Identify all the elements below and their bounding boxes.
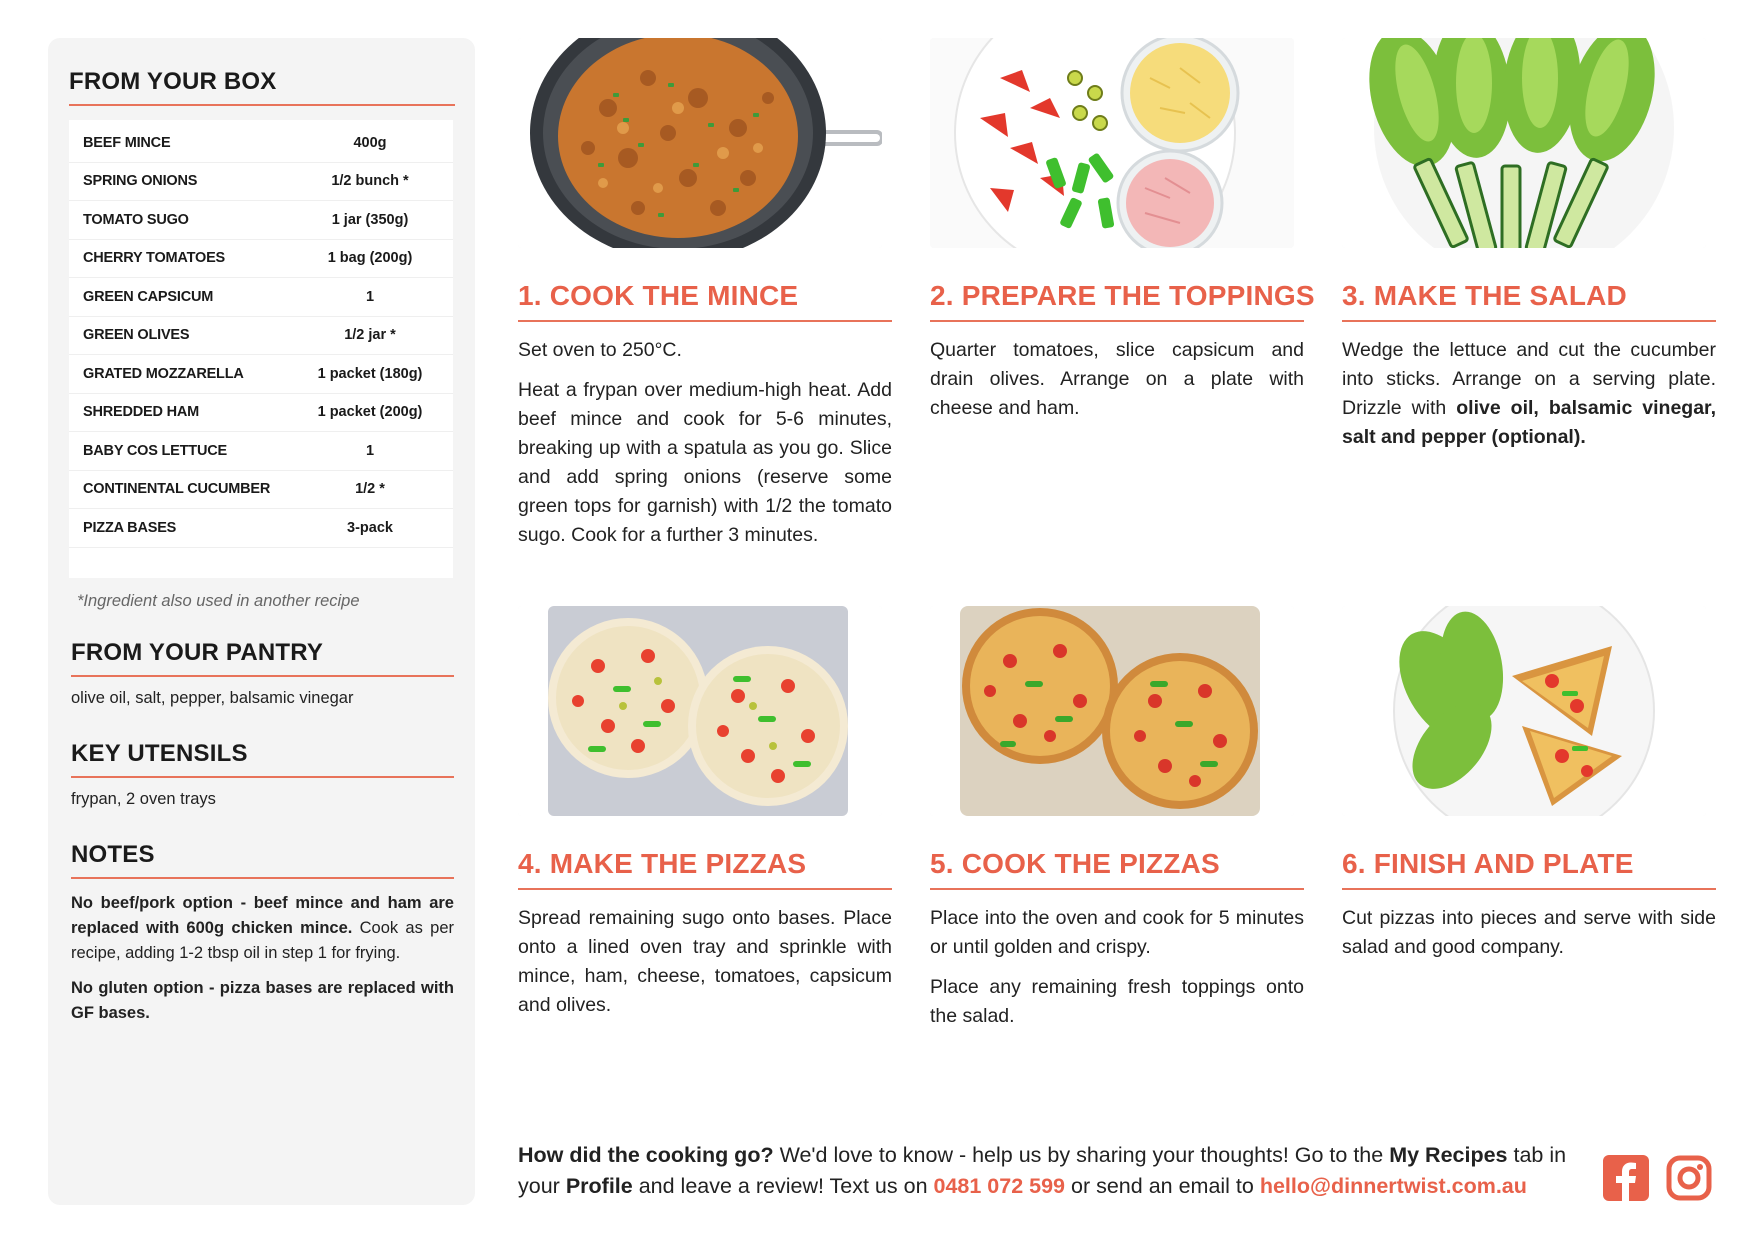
step-2-body: [930, 336, 1304, 423]
ingredient-row: [69, 509, 453, 548]
notes-heading: NOTES: [71, 841, 454, 879]
step-1-text-1: Set oven to 250°C.: [518, 339, 682, 361]
step-3-text-bold: olive oil, balsamic vinegar, salt and pepper (optional).: [1342, 397, 1716, 448]
cooked-pizzas-photo: [930, 606, 1294, 816]
salad-plate-photo: [1342, 38, 1706, 248]
mince-frypan-photo: [518, 38, 882, 248]
ingredient-name: GRATED MOZZARELLA: [83, 365, 244, 382]
my-recipes-label: My Recipes: [1389, 1143, 1508, 1167]
ingredient-name: SHREDDED HAM: [83, 404, 200, 421]
utensils-section: [71, 740, 454, 809]
step-1: [518, 38, 892, 561]
step-2-title: 2. PREPARE THE TOPPINGS: [930, 280, 1304, 322]
feedback-text-4: or send an email to: [1065, 1174, 1260, 1198]
step-4-body: [518, 904, 892, 1020]
plated-pizza-salad-photo: [1342, 606, 1706, 816]
step-1-title: 1. COOK THE MINCE: [518, 280, 892, 322]
feedback-text-3: and leave a review! Text us on: [632, 1174, 934, 1198]
step-3-text-plain: Wedge the lettuce and cut the cucumber into sticks. Arrange on a serving plate. Drizzle with: [1342, 339, 1716, 419]
ingredient-row: [69, 201, 453, 240]
step-3: [1342, 38, 1716, 463]
step-2: [930, 38, 1315, 434]
note-gluten-bold: No gluten option - pizza bases are replaced with GF bases.: [71, 978, 454, 1022]
ingredient-row: [69, 394, 453, 433]
note-beef-pork-rest: Cook as per recipe, adding 1-2 tbsp oil in step 1 for frying.: [71, 918, 454, 962]
key-utensils-heading: KEY UTENSILS: [71, 740, 454, 778]
ingredient-row: [69, 471, 453, 510]
utensils-text: frypan, 2 oven trays: [71, 789, 216, 808]
step-4: [518, 606, 892, 1031]
ingredient-qty: 1/2 bunch *: [331, 173, 409, 190]
ingredient-qty: 3-pack: [347, 519, 393, 536]
ingredient-name: SPRING ONIONS: [83, 173, 198, 190]
ingredient-name: CHERRY TOMATOES: [83, 250, 226, 267]
pantry-section: [71, 639, 454, 708]
ingredient-qty: 1/2 jar *: [344, 327, 396, 344]
note-beef-pork: [71, 891, 454, 966]
step-4-title: 4. MAKE THE PIZZAS: [518, 848, 892, 890]
step-5: [930, 606, 1304, 1042]
ingredients-sidebar: [48, 38, 475, 1205]
step-6-body: [1342, 904, 1716, 962]
ingredient-row: [69, 432, 453, 471]
ingredient-name: BABY COS LETTUCE: [83, 442, 227, 459]
step-3-body: [1342, 336, 1716, 452]
ingredient-row: [69, 355, 453, 394]
ingredient-row: [69, 317, 453, 356]
step-6-title: 6. FINISH AND PLATE: [1342, 848, 1716, 890]
ingredient-qty: 1/2 *: [355, 481, 385, 498]
phone-link[interactable]: 0481 072 599: [933, 1174, 1066, 1198]
ingredient-name: PIZZA BASES: [83, 519, 177, 536]
note-gluten: [71, 976, 454, 1026]
step-4-text-1: Spread remaining sugo onto bases. Place onto a lined oven tray and sprinkle with mince, ham, cheese, tomatoes, capsicum and olives.: [518, 907, 892, 1016]
ingredient-name: TOMATO SUGO: [83, 211, 189, 228]
step-3-title: 3. MAKE THE SALAD: [1342, 280, 1716, 322]
step-5-text-1: Place into the oven and cook for 5 minutes or until golden and crispy.: [930, 907, 1304, 958]
ingredient-qty: 1: [365, 442, 375, 459]
step-3-text-1: [1342, 336, 1716, 452]
ingredient-qty: 1 packet (200g): [317, 404, 423, 421]
step-1-body: [518, 336, 892, 550]
notes-section: [71, 841, 454, 1026]
ingredient-qty: 400g: [353, 134, 387, 151]
ingredient-name: BEEF MINCE: [83, 134, 171, 151]
note-beef-pork-bold: No beef/pork option - beef mince and ham are replaced with 600g chicken mince.: [71, 893, 454, 937]
ingredient-qty: 1 jar (350g): [331, 211, 409, 228]
step-6: [1342, 606, 1716, 973]
step-5-title: 5. COOK THE PIZZAS: [930, 848, 1304, 890]
feedback-text-1: We'd love to know - help us by sharing your thoughts! Go to the: [773, 1143, 1390, 1167]
feedback-question: How did the cooking go?: [518, 1143, 774, 1167]
from-your-box-heading: FROM YOUR BOX: [69, 68, 455, 106]
from-your-pantry-heading: FROM YOUR PANTRY: [71, 639, 454, 677]
profile-label: Profile: [565, 1174, 633, 1198]
pantry-text: olive oil, salt, pepper, balsamic vinegar: [71, 688, 354, 707]
ingredient-name: GREEN CAPSICUM: [83, 288, 214, 305]
ingredient-qty: 1 bag (200g): [327, 250, 413, 267]
email-link[interactable]: hello@dinnertwist.com.au: [1259, 1174, 1527, 1198]
step-5-text-2: Place any remaining fresh toppings onto the salad.: [930, 976, 1304, 1027]
facebook-icon[interactable]: [1603, 1155, 1649, 1201]
ingredient-row: [69, 240, 453, 279]
ingredient-row: [69, 278, 453, 317]
ingredient-row: [69, 124, 453, 163]
ingredient-row: [69, 163, 453, 202]
ingredient-footnote: *Ingredient also used in another recipe: [77, 591, 360, 610]
step-1-text-2: Heat a frypan over medium-high heat. Add beef mince and cook for 5-6 minutes, breaking up with a spatula as you go. Slice and add spring onions (reserve some green tops for garnish) with 1/2 the tomato sugo. Cook for a further 3 minutes.: [518, 379, 892, 546]
pizzas-tray-photo: [518, 606, 882, 816]
toppings-plate-photo: [930, 38, 1294, 248]
feedback-footer: [518, 1140, 1578, 1202]
feedback-text-2: tab in your: [518, 1143, 1567, 1198]
step-2-text-1: Quarter tomatoes, slice capsicum and drain olives. Arrange on a plate with cheese and ham.: [930, 339, 1304, 419]
ingredient-name: CONTINENTAL CUCUMBER: [83, 481, 271, 498]
step-6-text-1: Cut pizzas into pieces and serve with side salad and good company.: [1342, 907, 1716, 958]
ingredients-table: [69, 120, 453, 578]
instagram-icon[interactable]: [1666, 1155, 1712, 1201]
ingredient-qty: 1 packet (180g): [317, 365, 423, 382]
step-5-body: [930, 904, 1304, 1031]
ingredient-name: GREEN OLIVES: [83, 327, 190, 344]
ingredient-qty: 1: [365, 288, 375, 305]
